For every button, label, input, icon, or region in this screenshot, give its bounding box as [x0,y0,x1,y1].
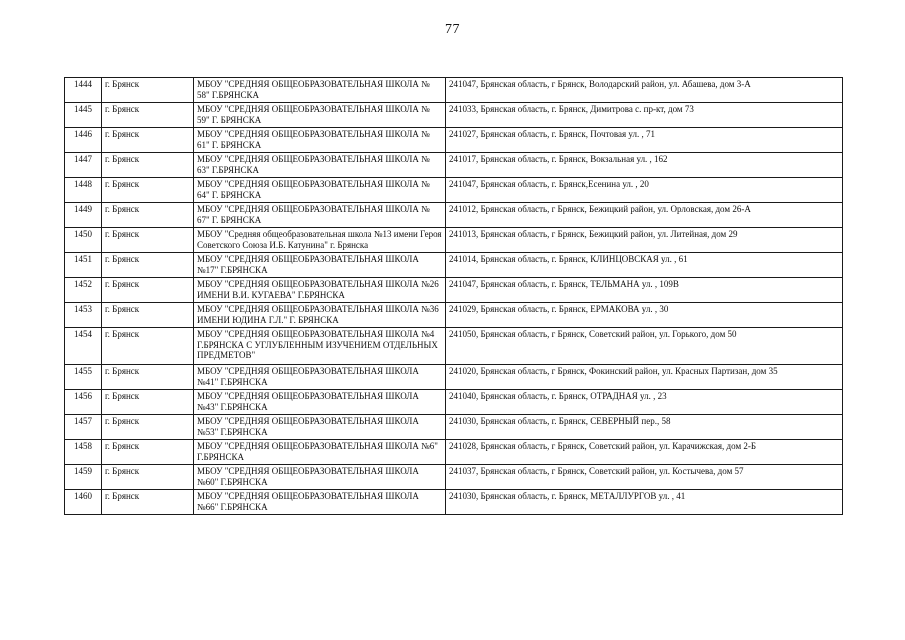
row-number: 1447 [65,153,102,178]
school-name-cell: МБОУ "СРЕДНЯЯ ОБЩЕОБРАЗОВАТЕЛЬНАЯ ШКОЛА №26 ИМЕНИ В.И. КУГАЕВА" Г.БРЯНСКА [194,278,446,303]
address-cell: 241029, Брянская область, г. Брянск, ЕРМАКОВА ул. , 30 [446,303,843,328]
address-cell: 241013, Брянская область, г Брянск, Бежицкий район, ул. Литейная, дом 29 [446,228,843,253]
table-row [65,103,843,128]
row-number: 1457 [65,415,102,440]
school-name-cell: МБОУ "СРЕДНЯЯ ОБЩЕОБРАЗОВАТЕЛЬНАЯ ШКОЛА №41" Г.БРЯНСКА [194,365,446,390]
row-number: 1456 [65,390,102,415]
table-row [65,278,843,303]
table-row [65,490,843,515]
school-name-cell: МБОУ "СРЕДНЯЯ ОБЩЕОБРАЗОВАТЕЛЬНАЯ ШКОЛА № 63" Г.БРЯНСКА [194,153,446,178]
row-number: 1460 [65,490,102,515]
address-cell: 241047, Брянская область, г. Брянск, ТЕЛЬМАНА ул. , 109В [446,278,843,303]
school-name-cell: МБОУ "СРЕДНЯЯ ОБЩЕОБРАЗОВАТЕЛЬНАЯ ШКОЛА №4 Г.БРЯНСКА С УГЛУБЛЕННЫМ ИЗУЧЕНИЕМ ОТДЕЛЬНЫХ ПРЕДМЕТОВ" [194,328,446,365]
row-number: 1459 [65,465,102,490]
school-name-cell: МБОУ "СРЕДНЯЯ ОБЩЕОБРАЗОВАТЕЛЬНАЯ ШКОЛА №36 ИМЕНИ ЮДИНА Г.Л." Г. БРЯНСКА [194,303,446,328]
city-cell: г. Брянск [102,415,194,440]
row-number: 1454 [65,328,102,365]
row-number: 1449 [65,203,102,228]
address-cell: 241047, Брянская область, г Брянск, Володарский район, ул. Абашева, дом 3-А [446,78,843,103]
row-number: 1444 [65,78,102,103]
school-name-cell: МБОУ "СРЕДНЯЯ ОБЩЕОБРАЗОВАТЕЛЬНАЯ ШКОЛА № 67" Г. БРЯНСКА [194,203,446,228]
table-row [65,228,843,253]
school-name-cell: МБОУ "Средняя общеобразовательная школа №13 имени Героя Советского Союза И.Б. Катунина" г. Брянска [194,228,446,253]
table-row [65,303,843,328]
row-number: 1452 [65,278,102,303]
school-name-cell: МБОУ "СРЕДНЯЯ ОБЩЕОБРАЗОВАТЕЛЬНАЯ ШКОЛА № 61" Г. БРЯНСКА [194,128,446,153]
city-cell: г. Брянск [102,228,194,253]
table-row [65,390,843,415]
page-number: 77 [445,22,460,37]
address-cell: 241037, Брянская область, г Брянск, Советский район, ул. Костычева, дом 57 [446,465,843,490]
city-cell: г. Брянск [102,153,194,178]
school-name-cell: МБОУ "СРЕДНЯЯ ОБЩЕОБРАЗОВАТЕЛЬНАЯ ШКОЛА № 59" Г. БРЯНСКА [194,103,446,128]
city-cell: г. Брянск [102,440,194,465]
city-cell: г. Брянск [102,303,194,328]
table-row [65,328,843,365]
row-number: 1448 [65,178,102,203]
row-number: 1446 [65,128,102,153]
city-cell: г. Брянск [102,490,194,515]
table-row [65,365,843,390]
school-name-cell: МБОУ "СРЕДНЯЯ ОБЩЕОБРАЗОВАТЕЛЬНАЯ ШКОЛА №53" Г.БРЯНСКА [194,415,446,440]
address-cell: 241017, Брянская область, г. Брянск, Вокзальная ул. , 162 [446,153,843,178]
address-cell: 241047, Брянская область, г. Брянск,Есенина ул. , 20 [446,178,843,203]
address-cell: 241027, Брянская область, г. Брянск, Почтовая ул. , 71 [446,128,843,153]
school-name-cell: МБОУ "СРЕДНЯЯ ОБЩЕОБРАЗОВАТЕЛЬНАЯ ШКОЛА №43" Г.БРЯНСКА [194,390,446,415]
table-row [65,415,843,440]
address-cell: 241020, Брянская область, г Брянск, Фокинский район, ул. Красных Партизан, дом 35 [446,365,843,390]
table-row [65,128,843,153]
city-cell: г. Брянск [102,465,194,490]
row-number: 1451 [65,253,102,278]
school-name-cell: МБОУ "СРЕДНЯЯ ОБЩЕОБРАЗОВАТЕЛЬНАЯ ШКОЛА №6" Г.БРЯНСКА [194,440,446,465]
row-number: 1458 [65,440,102,465]
schools-table [64,77,843,515]
address-cell: 241033, Брянская область, г. Брянск, Димитрова с. пр-кт, дом 73 [446,103,843,128]
address-cell: 241030, Брянская область, г. Брянск, СЕВЕРНЫЙ пер., 58 [446,415,843,440]
table-row [65,203,843,228]
table-row [65,153,843,178]
city-cell: г. Брянск [102,103,194,128]
city-cell: г. Брянск [102,328,194,365]
city-cell: г. Брянск [102,78,194,103]
city-cell: г. Брянск [102,203,194,228]
city-cell: г. Брянск [102,390,194,415]
school-name-cell: МБОУ "СРЕДНЯЯ ОБЩЕОБРАЗОВАТЕЛЬНАЯ ШКОЛА № 58" Г.БРЯНСКА [194,78,446,103]
city-cell: г. Брянск [102,128,194,153]
city-cell: г. Брянск [102,178,194,203]
row-number: 1450 [65,228,102,253]
school-name-cell: МБОУ "СРЕДНЯЯ ОБЩЕОБРАЗОВАТЕЛЬНАЯ ШКОЛА №66" Г.БРЯНСКА [194,490,446,515]
school-name-cell: МБОУ "СРЕДНЯЯ ОБЩЕОБРАЗОВАТЕЛЬНАЯ ШКОЛА № 64" Г. БРЯНСКА [194,178,446,203]
address-cell: 241050, Брянская область, г Брянск, Советский район, ул. Горького, дом 50 [446,328,843,365]
city-cell: г. Брянск [102,253,194,278]
city-cell: г. Брянск [102,365,194,390]
school-name-cell: МБОУ "СРЕДНЯЯ ОБЩЕОБРАЗОВАТЕЛЬНАЯ ШКОЛА №60" Г.БРЯНСКА [194,465,446,490]
address-cell: 241040, Брянская область, г. Брянск, ОТРАДНАЯ ул. , 23 [446,390,843,415]
address-cell: 241012, Брянская область, г Брянск, Бежицкий район, ул. Орловская, дом 26-А [446,203,843,228]
school-name-cell: МБОУ "СРЕДНЯЯ ОБЩЕОБРАЗОВАТЕЛЬНАЯ ШКОЛА №17" Г.БРЯНСКА [194,253,446,278]
table-row [65,440,843,465]
city-cell: г. Брянск [102,278,194,303]
table-row [65,465,843,490]
table-row [65,178,843,203]
address-cell: 241030, Брянская область, г. Брянск, МЕТАЛЛУРГОВ ул. , 41 [446,490,843,515]
table-row [65,253,843,278]
address-cell: 241014, Брянская область, г. Брянск, КЛИНЦОВСКАЯ ул. , 61 [446,253,843,278]
row-number: 1453 [65,303,102,328]
row-number: 1445 [65,103,102,128]
row-number: 1455 [65,365,102,390]
address-cell: 241028, Брянская область, г Брянск, Советский район, ул. Карачижская, дом 2-Б [446,440,843,465]
table-row [65,78,843,103]
